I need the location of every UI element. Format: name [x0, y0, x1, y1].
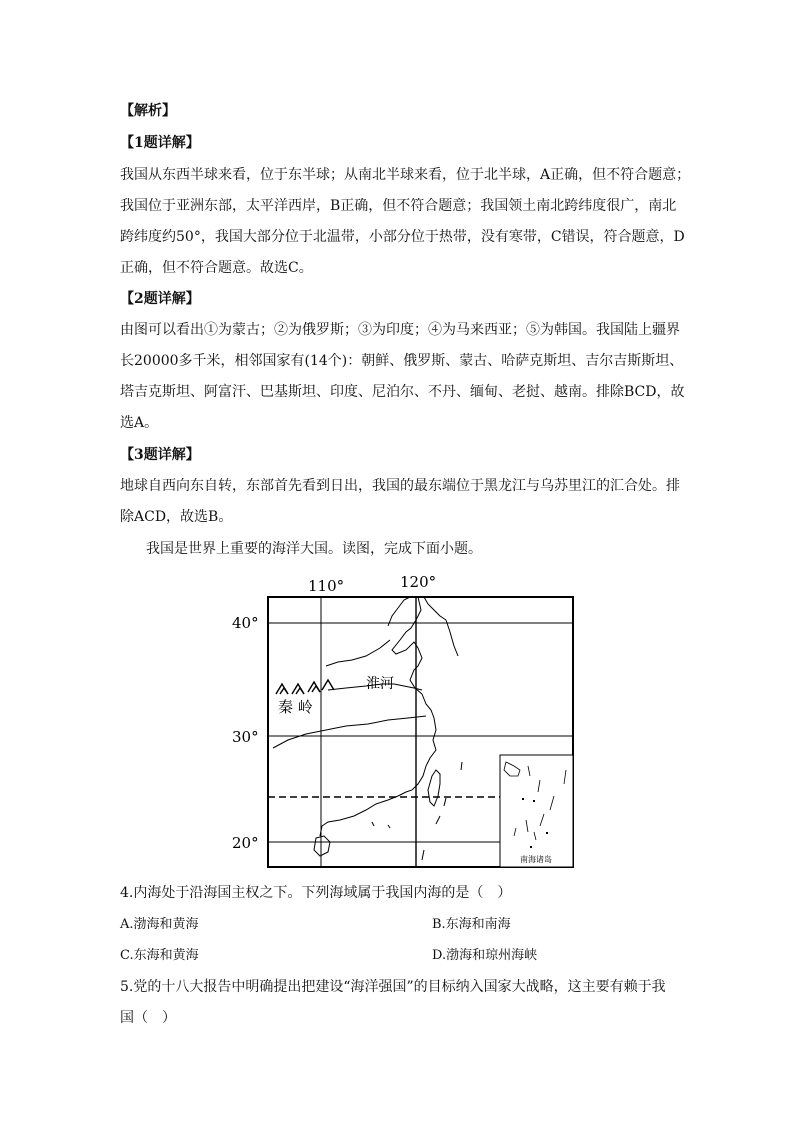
china-coast-map — [228, 570, 578, 870]
question-intro: 我国是世界上重要的海洋大国。读图，完成下面小题。 — [146, 541, 482, 557]
q2-analysis-line: 由图可以看出①为蒙古；②为俄罗斯；③为印度；④为马来西亚；⑤为韩国。我国陆上疆界 — [120, 322, 680, 338]
q1-analysis-line: 跨纬度约50°，我国大部分位于北温带，小部分位于热带，没有寒带，C错误，符合题意，D — [120, 229, 685, 245]
q5-stem-line: 国（ ） — [120, 1010, 176, 1026]
q3-analysis-title: 【3题详解】 — [120, 447, 200, 463]
q3-analysis-line: 除ACD，故选B。 — [120, 509, 233, 525]
longitude-120-label: 120° — [400, 573, 437, 591]
q4-option-d[interactable]: D.渤海和琼州海峡 — [432, 948, 538, 963]
qinling-label: 秦 岭 — [278, 698, 313, 716]
q1-analysis-line: 正确，但不符合题意。故选C。 — [120, 260, 313, 276]
latitude-30-label: 30° — [232, 728, 259, 746]
q1-analysis-line: 我国从东西半球来看，位于东半球；从南北半球来看，位于北半球，A正确，但不符合题意； — [120, 167, 691, 183]
q2-analysis-line: 选A。 — [120, 415, 159, 431]
q3-analysis-line: 地球自西向东自转，东部首先看到日出，我国的最东端位于黑龙江与乌苏里江的汇合处。排 — [120, 478, 680, 494]
q4-option-c[interactable]: C.东海和黄海 — [120, 948, 199, 963]
q1-analysis-line: 我国位于亚洲东部，太平洋西岸，B正确，但不符合题意；我国领土南北跨纬度很广，南北 — [120, 198, 677, 214]
q4-stem: 4.内海处于沿海国主权之下。下列海域属于我国内海的是（ ） — [120, 885, 512, 901]
q2-analysis-line: 塔吉克斯坦、阿富汗、巴基斯坦、印度、尼泊尔、不丹、缅甸、老挝、越南。排除BCD，故 — [120, 384, 685, 400]
q5-stem-line: 5.党的十八大报告中明确提出把建设“海洋强国”的目标纳入国家大战略，这主要有赖于我 — [120, 979, 666, 995]
longitude-110-label: 110° — [308, 577, 345, 595]
q4-option-a[interactable]: A.渤海和黄海 — [120, 917, 199, 932]
inset-label: 南海诸岛 — [520, 855, 552, 864]
latitude-20-label: 20° — [232, 834, 259, 852]
q4-option-b[interactable]: B.东海和南海 — [432, 917, 511, 932]
analysis-title: 【解析】 — [120, 103, 176, 119]
q2-analysis-line: 长20000多千米，相邻国家有(14个)：朝鲜、俄罗斯、蒙古、哈萨克斯坦、吉尔吉斯斯坦、 — [120, 353, 684, 369]
south-china-sea-inset — [500, 755, 573, 867]
latitude-40-label: 40° — [232, 614, 259, 632]
q2-analysis-title: 【2题详解】 — [120, 291, 200, 307]
huaihe-label: 淮河 — [366, 676, 394, 692]
q1-analysis-title: 【1题详解】 — [120, 135, 200, 151]
